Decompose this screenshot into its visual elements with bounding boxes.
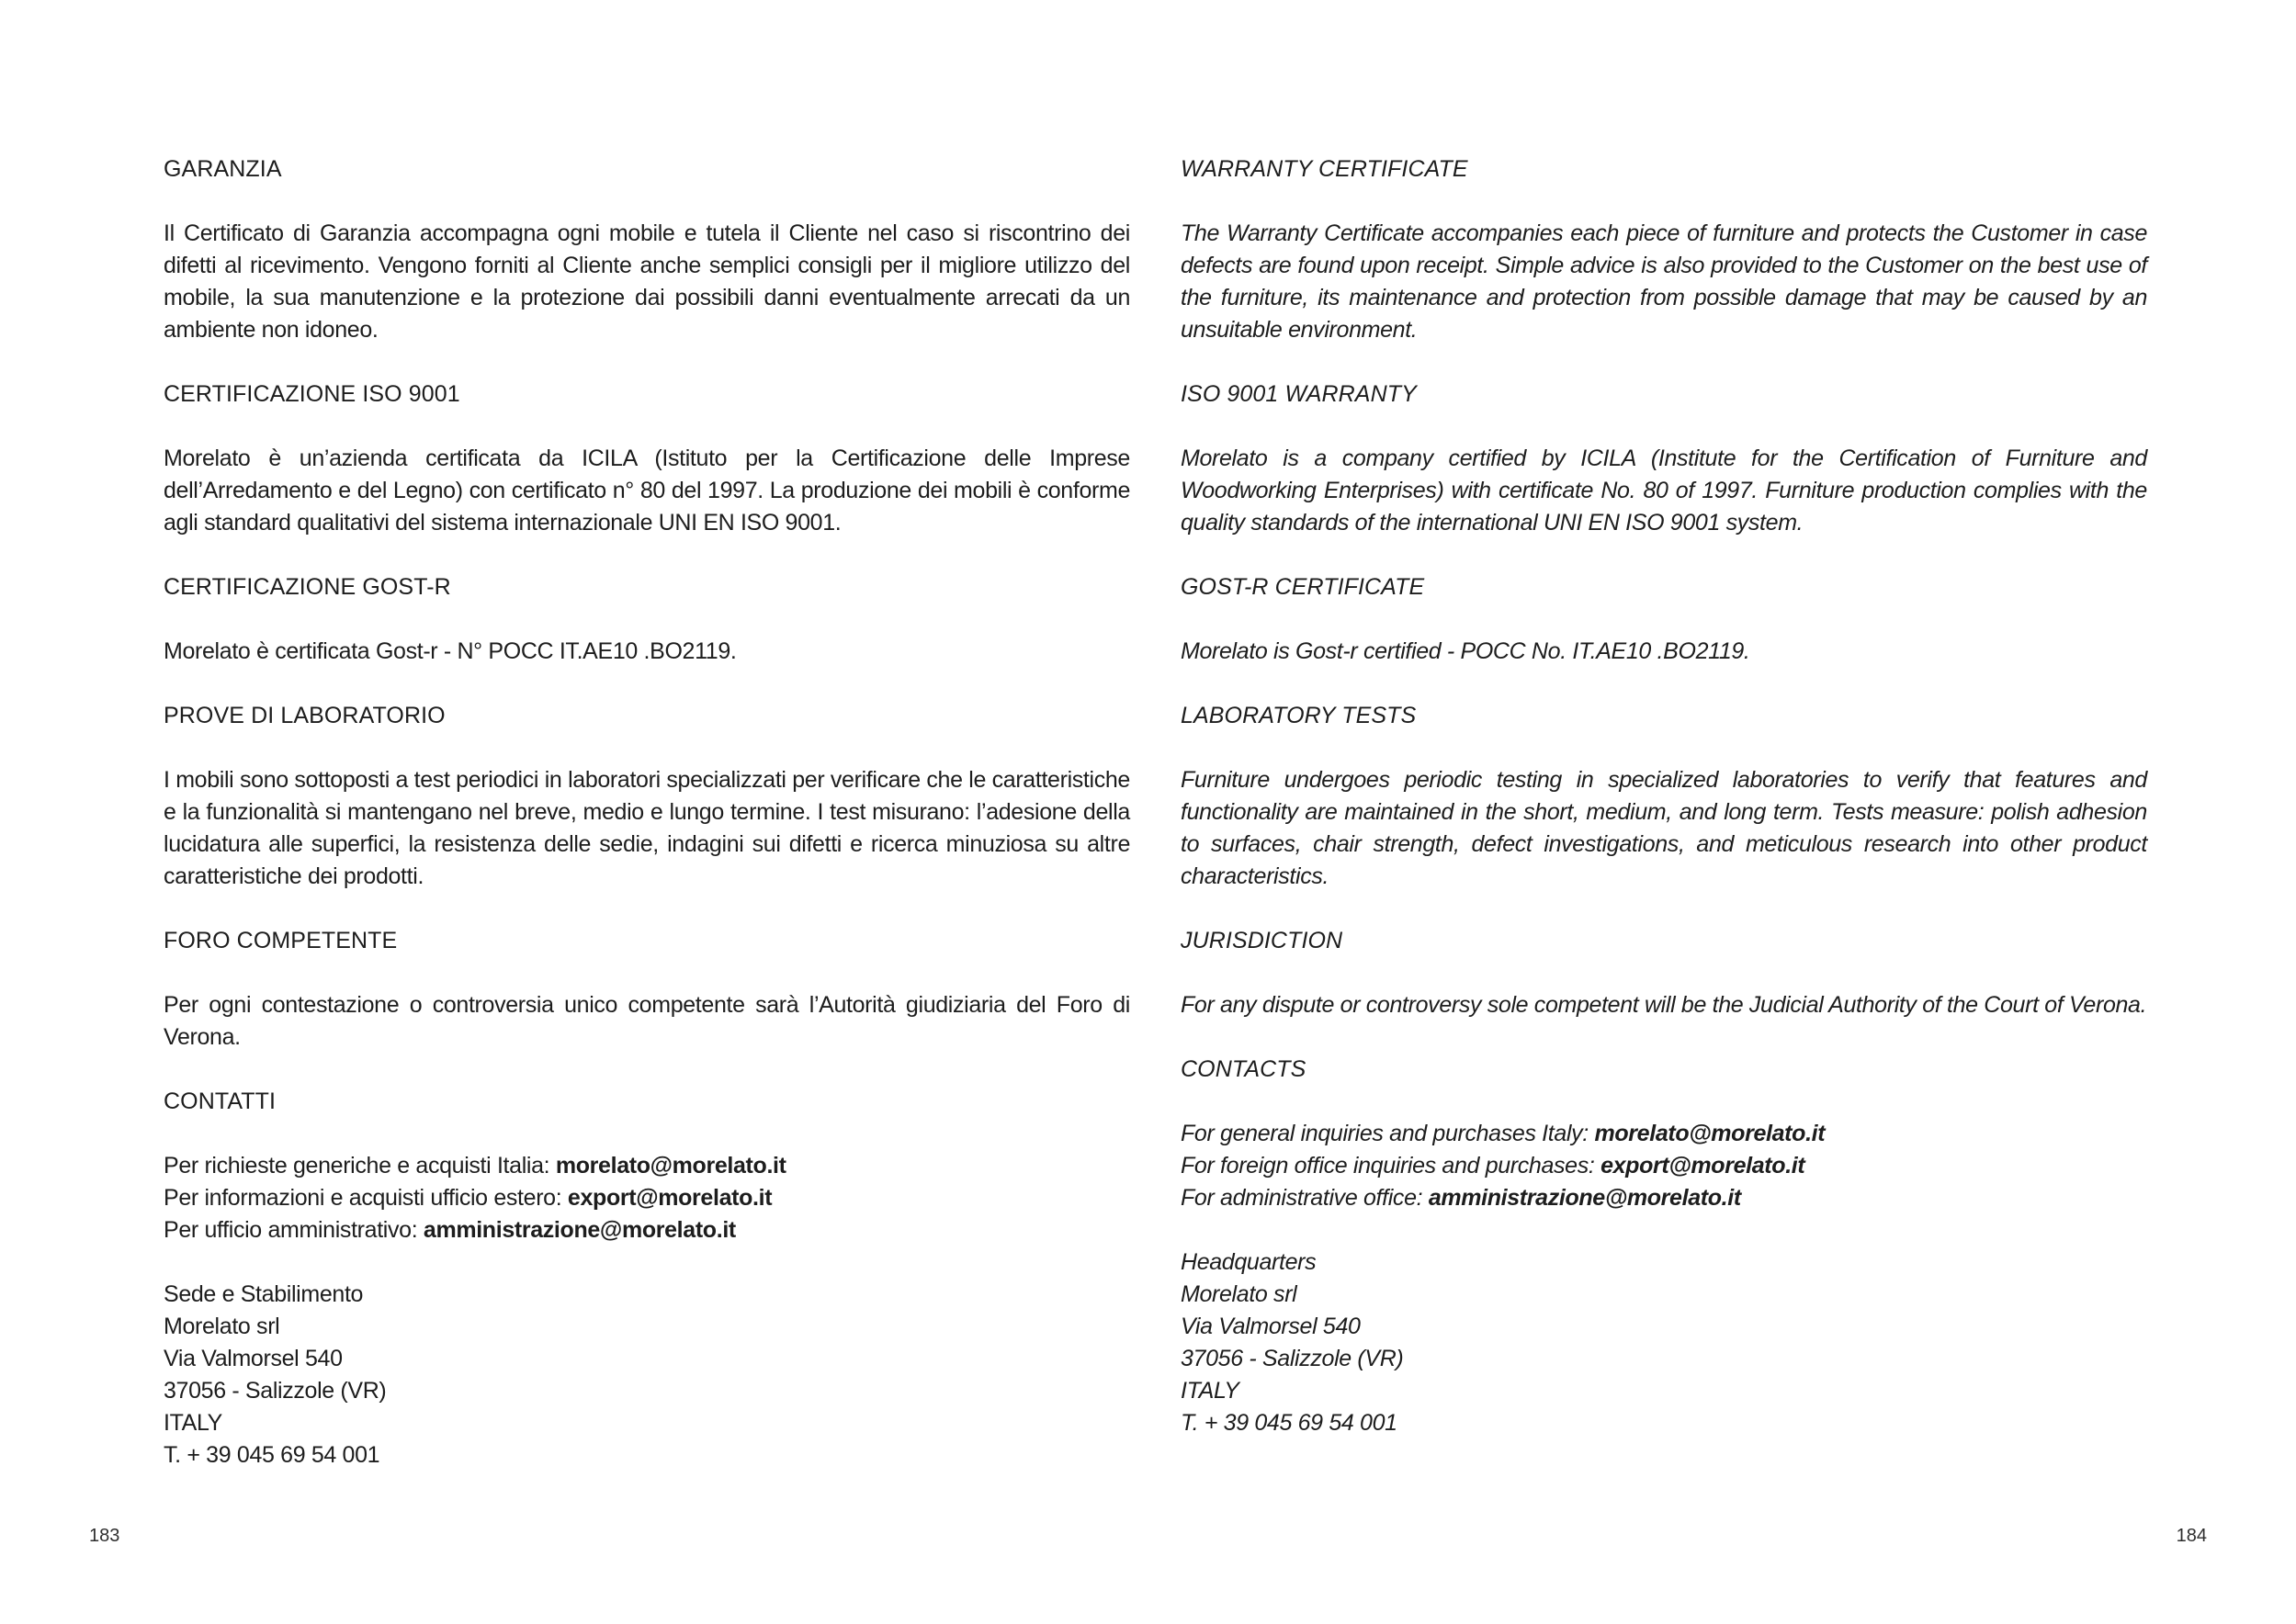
paragraph-garanzia: Il Certificato di Garanzia accompagna ogni mobile e tutela il Cliente nel caso si riscontrino dei difetti al ricevimento. Vengono forniti al Cliente anche semplici consigli per il migliore utilizzo del mobile, la sua manutenzione e la protezione dai possibili danni eventualmente arrecati da un ambiente non idoneo.: [164, 220, 1130, 343]
paragraph-foro-competente: Per ogni contestazione o controversia unico competente sarà l’Autorità giudiziaria del Foro di Verona.: [164, 992, 1130, 1050]
contact-line: [1181, 1118, 2147, 1150]
contact-line: [1181, 1150, 2147, 1182]
contact-label: For administrative office:: [1181, 1185, 1429, 1211]
contact-line: [164, 1214, 1130, 1246]
italian-column: [164, 153, 1130, 1472]
heading-certificazione-iso-9001: CERTIFICAZIONE ISO 9001: [164, 381, 460, 407]
contact-email: export@morelato.it: [567, 1185, 773, 1211]
heading-contacts: CONTACTS: [1181, 1056, 1306, 1082]
page-number-right: 184: [2176, 1526, 2207, 1546]
heading-iso-9001-warranty: ISO 9001 WARRANTY: [1181, 381, 1417, 407]
contact-email: export@morelato.it: [1600, 1153, 1805, 1179]
heading-certificazione-gost-r: CERTIFICAZIONE GOST-R: [164, 574, 451, 600]
paragraph-warranty-certificate: The Warranty Certificate accompanies each piece of furniture and protects the Customer in case defects are found upon receipt. Simple advice is also provided to the Customer on the best use of the furniture, its maintenance and protection from possible damage that may be caused by an unsuitable environment.: [1181, 220, 2147, 343]
contact-label: For foreign office inquiries and purchases:: [1181, 1153, 1601, 1179]
address-line: Morelato srl: [1181, 1281, 1297, 1307]
page-number-left: 183: [89, 1526, 120, 1546]
paragraph-laboratory-tests: Furniture undergoes periodic testing in specialized laboratories to verify that features and functionality are maintained in the short, medium, and long term. Tests measure: polish adhesion to surfaces, chair strength, defect investigations, and meticulous research into other product characteristics.: [1181, 767, 2147, 889]
contact-email: amministrazione@morelato.it: [1428, 1185, 1741, 1211]
address-line: Headquarters: [1181, 1249, 1317, 1275]
contact-label: Per informazioni e acquisti ufficio estero:: [164, 1185, 568, 1211]
address-line: ITALY: [1181, 1378, 1239, 1404]
address-block-en: [1181, 1246, 2147, 1439]
heading-gost-r-certificate: GOST-R CERTIFICATE: [1181, 574, 1425, 600]
heading-foro-competente: FORO COMPETENTE: [164, 928, 398, 953]
address-line: Morelato srl: [164, 1314, 280, 1339]
heading-laboratory-tests: LABORATORY TESTS: [1181, 703, 1417, 728]
contact-lines-it: [164, 1150, 1130, 1246]
english-column: [1181, 153, 2147, 1472]
address-line: T. + 39 045 69 54 001: [1181, 1410, 1397, 1436]
address-block-it: [164, 1279, 1130, 1472]
heading-prove-di-laboratorio: PROVE DI LABORATORIO: [164, 703, 446, 728]
paragraph-certificazione-gost-r: Morelato è certificata Gost-r - N° POCC IT.AE10 .BO2119.: [164, 638, 737, 664]
paragraph-prove-di-laboratorio: I mobili sono sottoposti a test periodici in laboratori specializzati per verificare che le caratteristiche e la funzionalità si mantengano nel breve, medio e lungo termine. I test misurano: l’adesione della lucidatura alle superfici, la resistenza delle sedie, indagini sui difetti e ricerca minuziosa su altre caratteristiche dei prodotti.: [164, 767, 1130, 889]
contact-email: amministrazione@morelato.it: [423, 1217, 736, 1243]
contact-email: morelato@morelato.it: [555, 1153, 786, 1179]
heading-garanzia: GARANZIA: [164, 156, 282, 182]
contact-label: For general inquiries and purchases Italy:: [1181, 1121, 1595, 1146]
page-body: [164, 153, 2147, 1472]
heading-jurisdiction: JURISDICTION: [1181, 928, 1343, 953]
heading-warranty-certificate: WARRANTY CERTIFICATE: [1181, 156, 1468, 182]
paragraph-jurisdiction: For any dispute or controversy sole competent will be the Judicial Authority of the Court of Verona.: [1181, 992, 2147, 1018]
paragraph-gost-r-certificate: Morelato is Gost-r certified - POCC No. IT.AE10 .BO2119.: [1181, 638, 1750, 664]
paragraph-iso-9001-warranty: Morelato is a company certified by ICILA (Institute for the Certification of Furniture and Woodworking Enterprises) with certificate No. 80 of 1997. Furniture production complies with the quality standards of the international UNI EN ISO 9001 system.: [1181, 445, 2147, 536]
contact-lines-en: [1181, 1118, 2147, 1214]
address-line: Sede e Stabilimento: [164, 1281, 364, 1307]
contact-line: [1181, 1182, 2147, 1214]
contact-line: [164, 1182, 1130, 1214]
address-line: ITALY: [164, 1410, 223, 1436]
address-line: Via Valmorsel 540: [1181, 1314, 1361, 1339]
heading-contatti: CONTATTI: [164, 1088, 277, 1114]
address-line: 37056 - Salizzole (VR): [1181, 1346, 1404, 1371]
address-line: Via Valmorsel 540: [164, 1346, 343, 1371]
contact-email: morelato@morelato.it: [1594, 1121, 1826, 1146]
address-line: 37056 - Salizzole (VR): [164, 1378, 387, 1404]
address-line: T. + 39 045 69 54 001: [164, 1442, 380, 1468]
contact-line: [164, 1150, 1130, 1182]
contact-label: Per ufficio amministrativo:: [164, 1217, 424, 1243]
paragraph-certificazione-iso-9001: Morelato è un’azienda certificata da ICILA (Istituto per la Certificazione delle Imprese dell’Arredamento e del Legno) con certificato n° 80 del 1997. La produzione dei mobili è conforme agli standard qualitativi del sistema internazionale UNI EN ISO 9001.: [164, 445, 1130, 536]
contact-label: Per richieste generiche e acquisti Italia:: [164, 1153, 556, 1179]
